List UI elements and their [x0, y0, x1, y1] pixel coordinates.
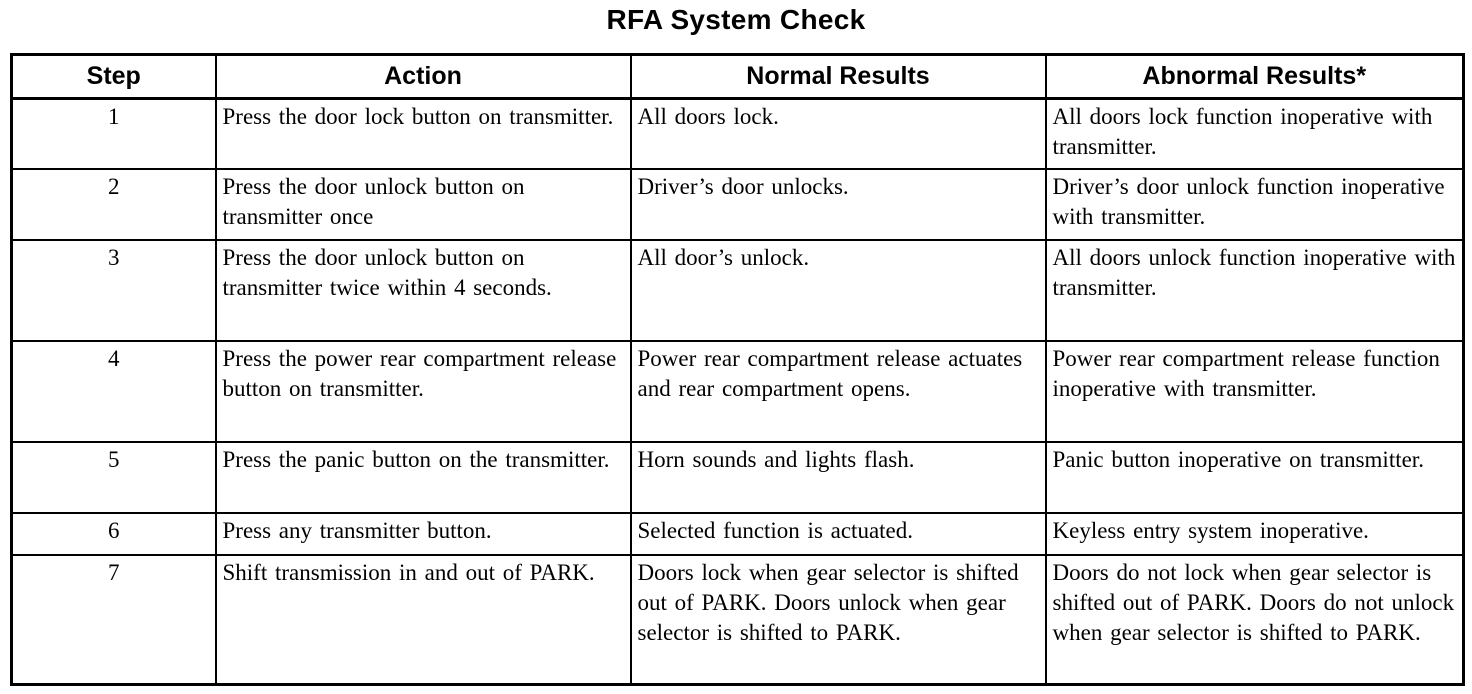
column-header-action: Action: [216, 55, 631, 99]
normal-result-cell: Doors lock when gear selector is shifted out of PARK. Doors unlock when gear selector is shifted to PARK.: [631, 555, 1046, 685]
normal-result-cell: Selected function is actuated.: [631, 513, 1046, 555]
step-cell: 1: [12, 99, 216, 169]
step-cell: 6: [12, 513, 216, 555]
action-cell: Press the door unlock button on transmitter twice within 4 seconds.: [216, 240, 631, 341]
table-row: [12, 169, 1464, 240]
step-cell: 4: [12, 341, 216, 442]
abnormal-result-cell: All doors lock function inoperative with transmitter.: [1046, 99, 1464, 169]
action-cell: Press the door unlock button on transmitter once: [216, 169, 631, 240]
step-cell: 5: [12, 442, 216, 513]
table-row: [12, 442, 1464, 513]
action-cell: Press the door lock button on transmitter.: [216, 99, 631, 169]
table-body: [12, 99, 1464, 685]
step-cell: 3: [12, 240, 216, 341]
table-row: [12, 240, 1464, 341]
header-row: [12, 55, 1464, 99]
normal-result-cell: Horn sounds and lights flash.: [631, 442, 1046, 513]
normal-result-cell: All door’s unlock.: [631, 240, 1046, 341]
normal-result-cell: All doors lock.: [631, 99, 1046, 169]
table-row: [12, 99, 1464, 169]
action-cell: Press the power rear compartment release button on transmitter.: [216, 341, 631, 442]
step-cell: 2: [12, 169, 216, 240]
column-header-abnormal-results: Abnormal Results*: [1046, 55, 1464, 99]
abnormal-result-cell: Doors do not lock when gear selector is shifted out of PARK. Doors do not unlock when gear selector is shifted to PARK.: [1046, 555, 1464, 685]
abnormal-result-cell: Panic button inoperative on transmitter.: [1046, 442, 1464, 513]
abnormal-result-cell: Power rear compartment release function inoperative with transmitter.: [1046, 341, 1464, 442]
column-header-step: Step: [12, 55, 216, 99]
action-cell: Shift transmission in and out of PARK.: [216, 555, 631, 685]
rfa-system-check-table: [10, 53, 1465, 686]
normal-result-cell: Power rear compartment release actuates and rear compartment opens.: [631, 341, 1046, 442]
abnormal-result-cell: All doors unlock function inoperative with transmitter.: [1046, 240, 1464, 341]
table-row: [12, 513, 1464, 555]
column-header-normal-results: Normal Results: [631, 55, 1046, 99]
normal-result-cell: Driver’s door unlocks.: [631, 169, 1046, 240]
table-row: [12, 341, 1464, 442]
action-cell: Press the panic button on the transmitter.: [216, 442, 631, 513]
abnormal-result-cell: Keyless entry system inoperative.: [1046, 513, 1464, 555]
action-cell: Press any transmitter button.: [216, 513, 631, 555]
table-header: [12, 55, 1464, 99]
table-row: [12, 555, 1464, 685]
abnormal-result-cell: Driver’s door unlock function inoperative with transmitter.: [1046, 169, 1464, 240]
page-title: RFA System Check: [606, 4, 866, 35]
step-cell: 7: [12, 555, 216, 685]
